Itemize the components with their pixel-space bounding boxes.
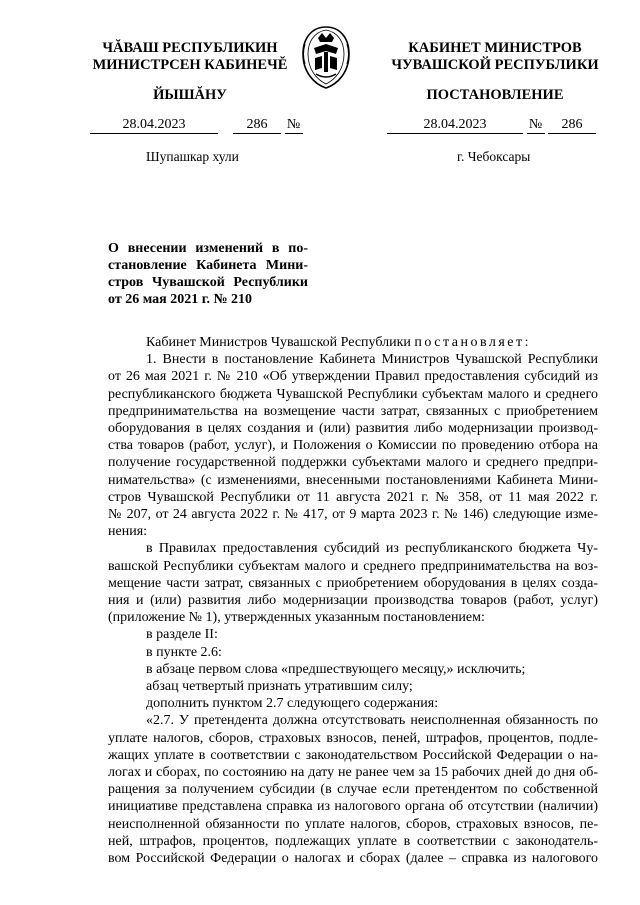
body-line: нимательства» (с изменениями, внесенными постановлениями Кабинета Мини- [108,472,598,488]
doc-type-russian: ПОСТАНОВЛЕНИЕ [426,87,564,103]
body-line: (приложение № 1), утвержденных указанным постановлением: [108,610,485,626]
body-line: предпринимательства на возмещение части затрат, связанных с приобретением [108,403,598,419]
right-no-sign: № [527,117,545,134]
body-line: дополнить пунктом 2.7 следующего содержания: [146,696,439,712]
body-line: «2.7. У претендента должна отсутствовать неисполненная обязанность по [146,713,598,729]
header-left-line-2: МИНИСТРСЕН КАБИНЕЧĔ [92,57,288,73]
city-chuvash: Шупашкар хули [146,149,239,164]
body-line: неисполненной обязанности по уплате налогов, сборов, страховых взносов, пе- [108,816,598,832]
header-left-line-1: ЧĂВАШ РЕСПУБЛИКИН [102,40,278,56]
body-line: мещение части затрат, связанных с приобретением оборудования в целях созда- [108,575,598,591]
body-line: логах и сборах, по состоянию на дату не ранее чем за 15 рабочих дней до дня об- [108,765,598,781]
city-russian: г. Чебоксары [457,149,531,164]
left-no-sign: № [285,117,303,134]
header-right-line-2: ЧУВАШСКОЙ РЕСПУБЛИКИ [391,57,599,73]
title-line-1: О внесении изменений в по- [108,241,308,256]
right-date: 28.04.2023 [387,117,523,134]
body-line: абзац четвертый признать утратившим силу; [146,679,413,695]
body-line: оборудования в целях создания и (или) развития либо модернизации производ- [108,421,598,437]
left-date: 28.04.2023 [90,117,218,134]
header-right-line-1: КАБИНЕТ МИНИСТРОВ [408,40,582,56]
body-line: ства товаров (работ, услуг), и Положения о Комиссии по проведению отбора на [108,438,598,454]
body-line: в разделе II: [146,627,218,643]
body-line: ния и (или) развития либо модернизации производства товаров (работ, услуг) [108,593,598,609]
chuvash-emblem-icon [300,24,352,90]
right-number: 286 [548,117,596,134]
left-number: 286 [233,117,281,134]
title-line-3: стров Чувашской Республики [108,275,308,290]
body-line: № 207, от 24 августа 2022 г. № 417, от 9 марта 2023 г. № 146) следующие изме- [108,507,598,523]
title-line-4: от 26 мая 2021 г. № 210 [108,292,253,307]
numbering-left [90,117,303,135]
intro-spaced-word: постановляет: [414,335,532,350]
body-line: в пункте 2.6: [146,644,222,660]
document-title [108,240,308,308]
body-line: инициативе представлена справка из налогового органа об отсутствии (наличии) [108,799,598,815]
body-line: уплате налогов, сборов, страховых взносов, пеней, штрафов, процентов, подле- [108,730,598,746]
body-line: вашской Республики субъектам малого и среднего предпринимательства на воз- [108,558,598,574]
header-right-russian [380,40,610,74]
body-line: 1. Внести в постановление Кабинета Министров Чувашской Республики [146,352,598,368]
body-line: республиканского бюджета Чувашской Республики субъектам малого и среднего [108,386,598,402]
title-line-2: становление Кабинета Мини- [108,258,308,273]
doc-type-chuvash: ЙЫШĂНУ [153,87,227,103]
body-line: стров Чувашской Республики от 11 августа 2021 г. № 358, от 11 мая 2022 г. [108,489,598,505]
body-line: в абзаце первом слова «предшествующего месяцу,» исключить; [146,661,526,677]
body-line: жащих уплате в соответствии с законодательством Российской Федерации о на- [108,747,598,763]
document-body [108,334,598,867]
body-line: получение государственной поддержки субъектами малого и среднего предпри- [108,455,598,471]
intro-text: Кабинет Министров Чувашской Республики [146,335,411,350]
body-line: в Правилах предоставления субсидий из республиканского бюджета Чу- [146,541,598,557]
intro-line [108,334,598,351]
header-left-chuvash [70,40,310,74]
body-line: ращения за получением субсидии (в случае если претендентом по собственной [108,782,598,798]
body-line: вом Российской Федерации о налогах и сборах (далее – справка из налогового [108,851,598,867]
body-line: нения: [108,524,148,540]
body-line: ней, штрафов, процентов, подлежащих уплате в соответствии с законодатель- [108,833,598,849]
body-line: от 26 мая 2021 г. № 210 «Об утверждении Правил предоставления субсидий из [108,369,598,385]
numbering-right [387,117,596,135]
